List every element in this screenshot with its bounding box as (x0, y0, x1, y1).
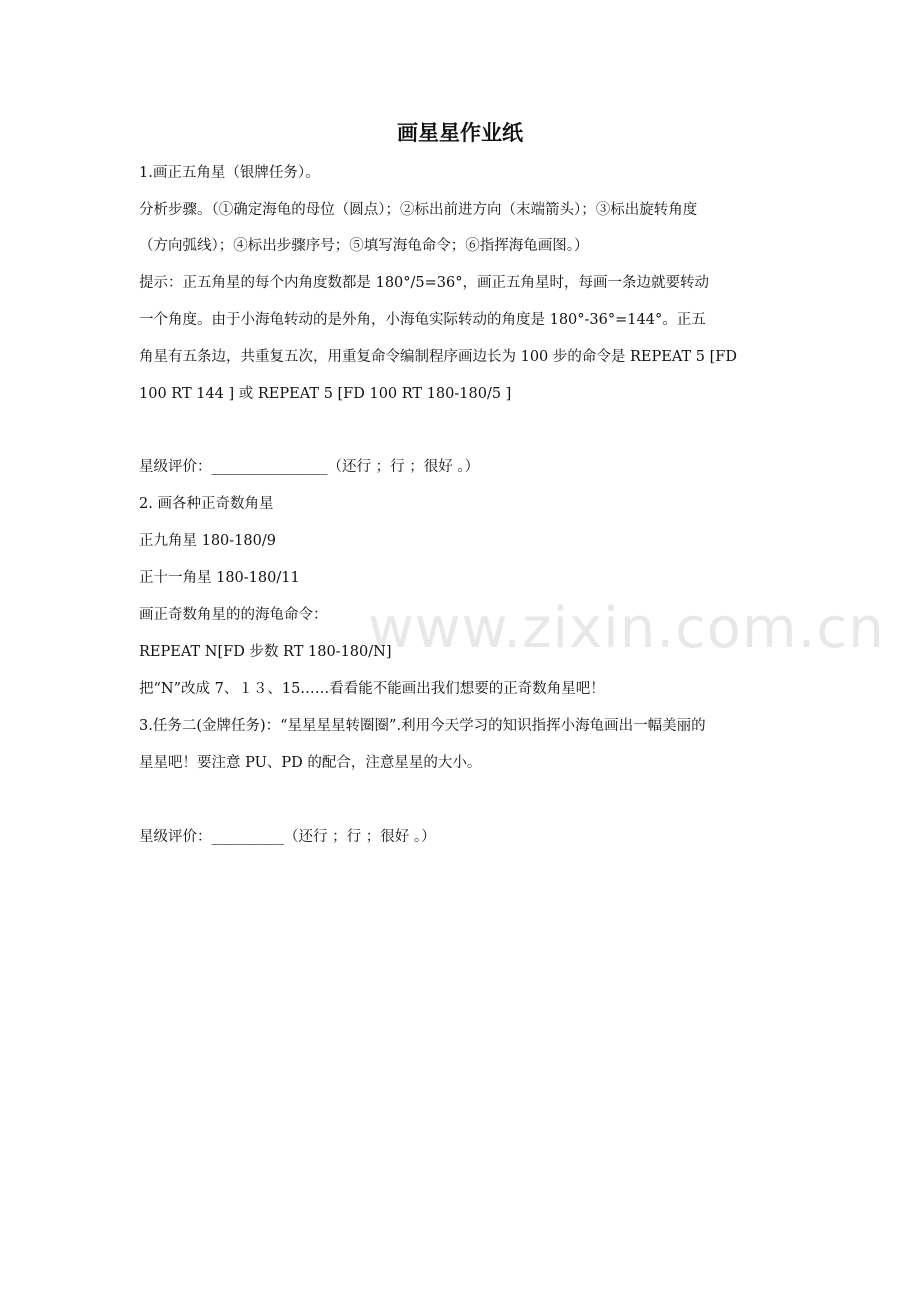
task3-line-1: 3.任务二(金牌任务)：“星星星星转圈圈”.利用今天学习的知识指挥小海龟画出一幅美丽的 (139, 718, 706, 734)
task2-heading: 2. 画各种正奇数角星 (139, 496, 274, 512)
eleven-point-star-line: 正十一角星 180-180/11 (139, 570, 300, 586)
odd-star-command: REPEAT N[FD 步数 RT 180-180/N] (139, 644, 392, 660)
task3-line-2: 星星吧！要注意 PU、PD 的配合，注意星星的大小。 (139, 755, 482, 771)
task1-heading: 1.画正五角星（银牌任务）。 (139, 165, 320, 181)
watermark: www.zixin.com.cn (368, 596, 885, 661)
hint-line-3: 角星有五条边，共重复五次，用重复命令编制程序画边长为 100 步的命令是 REPEAT 5 [FD (139, 349, 737, 365)
analysis-steps-line-2: （方向弧线）；④标出步骤序号；⑤填写海龟命令；⑥指挥海龟画图。） (139, 238, 589, 254)
hint-line-2: 一个角度。由于小海龟转动的是外角，小海龟实际转动的角度是 180°-36°=144°。正五 (139, 312, 706, 328)
change-n-instruction: 把“N”改成 7、１３、15……看看能不能画出我们想要的正奇数角星吧！ (139, 681, 605, 697)
star-rating-1: 星级评价：________________（还行 ；行 ；很好 。） (139, 459, 480, 475)
analysis-steps-line-1: 分析步骤。（①确定海龟的母位（圆点）；②标出前进方向（末端箭头）；③标出旋转角度 (139, 202, 698, 218)
nine-point-star-line: 正九角星 180-180/9 (139, 533, 276, 549)
hint-line-4: 100 RT 144 ] 或 REPEAT 5 [FD 100 RT 180-180/5 ] (139, 386, 512, 402)
odd-star-command-label: 画正奇数角星的的海龟命令： (139, 607, 328, 623)
hint-line-1: 提示：正五角星的每个内角度数都是 180°/5=36°，画正五角星时，每画一条边就要转动 (139, 275, 709, 291)
page-title: 画星星作业纸 (397, 121, 523, 145)
star-rating-2: 星级评价：__________（还行 ；行 ；很好 。） (139, 829, 436, 845)
